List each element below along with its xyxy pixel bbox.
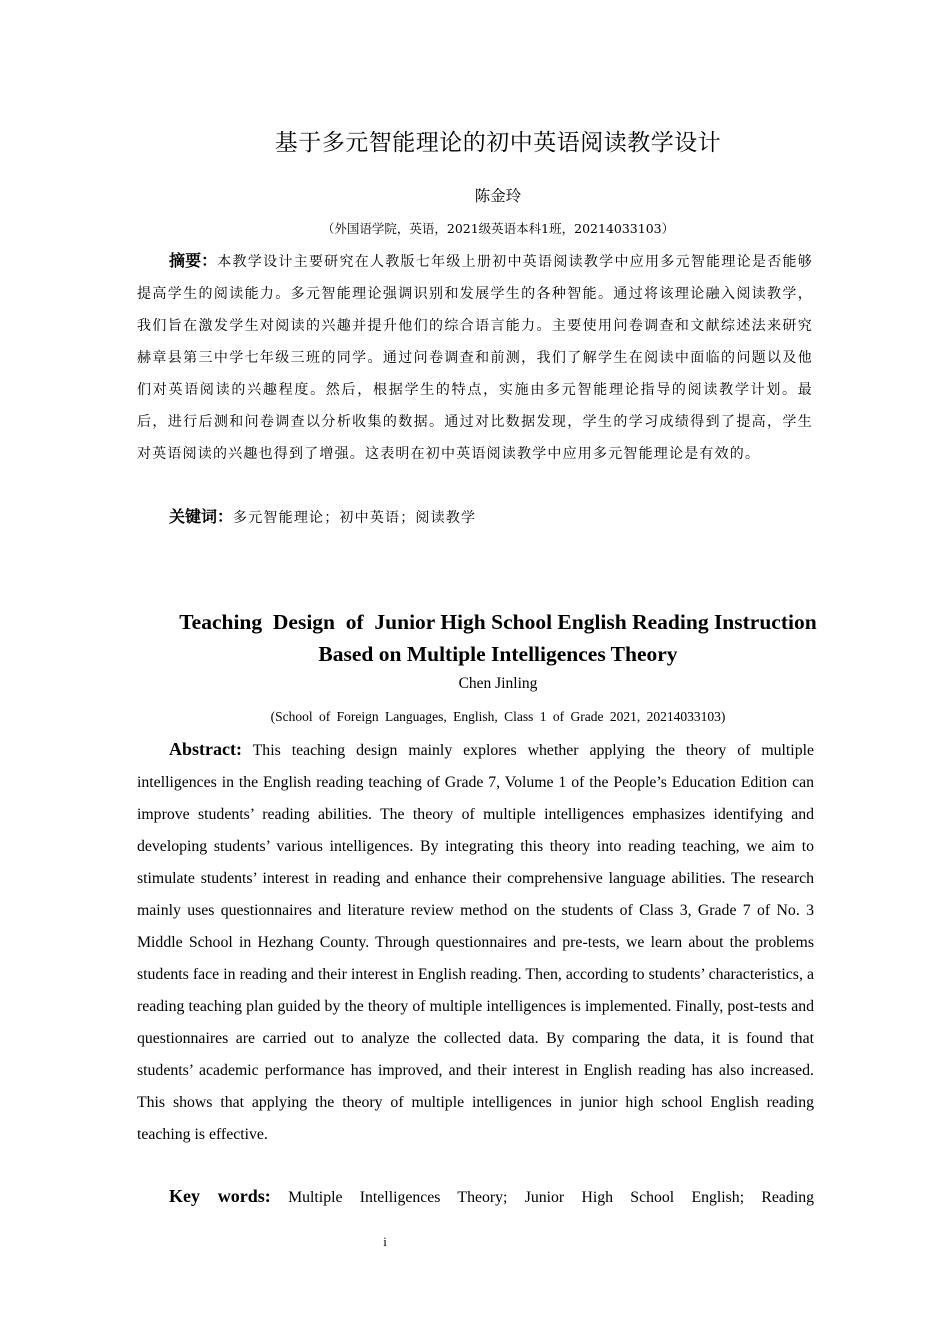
chinese-keywords-label: 关键词： [169,507,234,526]
chinese-affiliation: （外国语学院，英语，2021级英语本科1班，20214033103） [321,221,675,236]
english-author: Chen Jinling [458,675,538,692]
chinese-abstract-label: 摘要： [169,251,218,270]
english-title-line-2: Based on Multiple Intelligences Theory [318,642,678,666]
english-abstract-label: Abstract: [169,739,242,759]
english-title [150,606,846,670]
english-abstract [137,733,814,1151]
english-keywords-text: Multiple Intelligences Theory; Junior High School English; Reading [288,1189,815,1206]
english-affiliation: (School of Foreign Languages, English, Class 1 of Grade 2021, 20214033103) [270,709,726,724]
chinese-abstract [137,245,813,470]
english-title-line-1: Teaching Design of Junior High School English Reading Instruction [179,610,817,634]
english-abstract-text: This teaching design mainly explores whether applying the theory of multiple intelligences in the English reading teaching of Grade 7, Volume 1 of the People’s Education Edition can improve students’ reading abilities. The theory of multiple intelligences emphasizes identifying and developing students’ various intelligences. By integrating this theory into reading teaching, we aim to stimulate students’ interest in reading and enhance their comprehensive language abilities. The research mainly uses questionnaires and literature review method on the students of Class 3, Grade 7 of No. 3 Middle School in Hezhang County. Through questionnaires and pre-tests, we learn about the problems students face in reading and their interest in English reading. Then, according to students’ characteristics, a reading teaching plan guided by the theory of multiple intelligences is implemented. Finally, post-tests and questionnaires are carried out to analyze the collected data. By comparing the data, it is found that students’ academic performance has improved, and their interest in English reading has also increased. This shows that applying the theory of multiple intelligences in junior high school English reading teaching is effective. [137,742,814,1143]
chinese-title: 基于多元智能理论的初中英语阅读教学设计 [274,130,722,156]
chinese-author: 陈金玲 [474,187,522,205]
chinese-abstract-text: 本教学设计主要研究在人教版七年级上册初中英语阅读教学中应用多元智能理论是否能够提高学生的阅读能力。多元智能理论强调识别和发展学生的各种智能。通过将该理论融入阅读教学，我们旨在激发学生对阅读的兴趣并提升他们的综合语言能力。主要使用问卷调查和文献综述法来研究赫章县第三中学七年级三班的同学。通过问卷调查和前测，我们了解学生在阅读中面临的问题以及他们对英语阅读的兴趣程度。然后，根据学生的特点，实施由多元智能理论指导的阅读教学计划。最后，进行后测和问卷调查以分析收集的数据。通过对比数据发现，学生的学习成绩得到了提高，学生对英语阅读的兴趣也得到了增强。这表明在初中英语阅读教学中应用多元智能理论是有效的。 [137,254,813,462]
english-keywords-label: Key words: [169,1186,271,1206]
chinese-keywords [137,501,813,534]
chinese-keywords-text: 多元智能理论；初中英语；阅读教学 [233,510,477,526]
english-keywords [137,1180,814,1214]
page-number: i [383,1234,387,1249]
